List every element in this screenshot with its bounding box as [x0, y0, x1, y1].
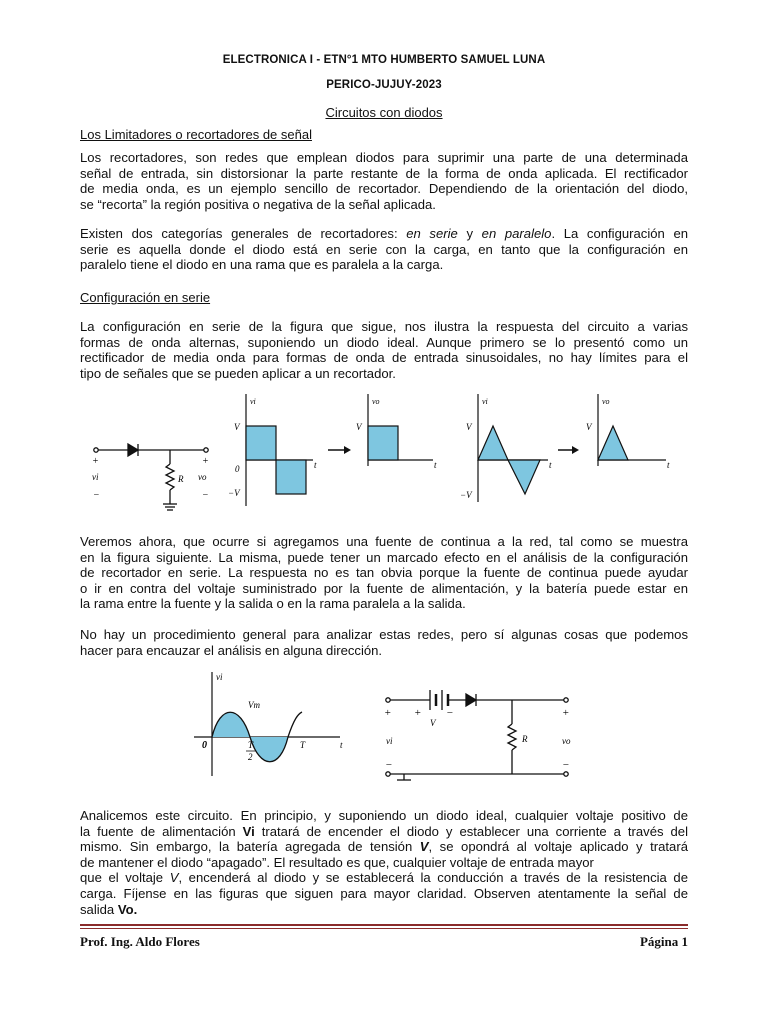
label-vo: vo: [198, 472, 207, 482]
text-run-bold-italic: V: [419, 839, 429, 855]
text-run: mismo. Sin embargo, la batería agregada de tensión: [80, 839, 420, 855]
text-line: o ir en contra del voltaje suministrado por la fuente de alimentación, y la batería puede estar en: [80, 580, 688, 596]
level-negV: −V: [228, 488, 240, 498]
level-V: V: [586, 422, 592, 432]
axis-label-vi: vi: [250, 397, 256, 406]
level-V: V: [356, 422, 362, 432]
text-line: en la figura siguiente. La misma, puede tener un marcado efecto en el análisis de la configuración: [80, 549, 688, 565]
text-line: Veremos ahora, que ocurre si agregamos una fuente de continua a la red, tal como se muestra: [80, 534, 688, 549]
text-line: La configuración en serie de la figura que sigue, nos ilustra la respuesta del circuito a varias: [80, 319, 688, 334]
text-line: [80, 226, 688, 242]
text-line: se “recorta” la región positiva o negativa de la señal aplicada.: [80, 196, 436, 212]
text-run: que el voltaje: [80, 870, 170, 886]
footer-divider: [80, 924, 688, 926]
level-V: V: [466, 422, 472, 432]
label-T-half-num: T: [248, 740, 254, 750]
text-line: de mantener el diodo “apagado”. El resultado es que, cualquier voltaje de entrada mayor: [80, 854, 594, 870]
label-plus: +: [202, 456, 209, 467]
paragraph-configuracion-serie: [80, 319, 688, 381]
footer-divider: [80, 928, 688, 929]
text-line: rectificador de media onda para formas de onda de entrada sinusoidales, no hay límites para el: [80, 350, 688, 366]
axis-t: t: [434, 460, 437, 470]
paragraph-procedimiento: [80, 627, 688, 658]
text-line: [80, 824, 688, 840]
label-minus: −: [202, 490, 209, 501]
text-line: [80, 902, 688, 918]
text-line: carga. Fíjense en las figuras que siguen para mayor claridad. Observen atentamente la señal de: [80, 885, 688, 901]
figure-series-clipper: [88, 392, 678, 520]
label-plus: +: [562, 707, 570, 719]
text-line: hacer para encauzar el análisis en alguna dirección.: [80, 642, 383, 658]
paragraph-analisis: [80, 808, 688, 917]
label-plus: +: [414, 707, 422, 719]
arrow-icon: [558, 446, 579, 454]
label-V: V: [430, 718, 436, 728]
text-line: [80, 839, 688, 855]
text-run: . La configuración en: [551, 226, 689, 241]
text-line: de recortador en serie. La respuesta no es tan obvia porque la fuente de continua puede ayudar: [80, 565, 688, 581]
axis-label-vo: vo: [372, 397, 380, 406]
label-vi: vi: [92, 472, 99, 482]
text-line: Los recortadores, son redes que emplean diodos para suprimir una parte de una determinada: [80, 150, 688, 165]
text-run: Existen dos categorías generales de recortadores:: [80, 226, 407, 241]
triangle-input-waveform: [478, 394, 548, 502]
sine-waveform: [194, 672, 340, 776]
header-line-2: PERICO-JUJUY-2023: [326, 79, 442, 91]
axis-label-vi: vi: [482, 397, 488, 406]
text-line: la rama entre la fuente y la salida o en la rama paralela a la salida.: [80, 596, 466, 612]
paragraph-recortadores: [80, 150, 688, 212]
origin-0: 0: [235, 464, 240, 474]
text-line: tipo de señales que se pueden aplicar a un recortador.: [80, 365, 396, 381]
text-run: tratará de encender el diodo y establecer una corriente a través del: [254, 823, 688, 839]
text-run: , se opondrá al voltaje aplicado y tratará: [428, 839, 688, 855]
header-line-1: ELECTRONICA I - ETN°1 MTO HUMBERTO SAMUEL LUNA: [222, 54, 546, 66]
footer-author: Prof. Ing. Aldo Flores: [80, 934, 200, 949]
axis-t: t: [314, 460, 317, 470]
text-line: [80, 870, 688, 886]
axis-t: t: [340, 740, 343, 750]
figure-clipper-with-battery: [190, 664, 590, 782]
axis-t: t: [667, 460, 670, 470]
label-plus: +: [92, 456, 99, 467]
paragraph-fuente-continua: [80, 534, 688, 612]
label-minus: −: [93, 490, 100, 501]
label-T-half-den: 2: [248, 752, 253, 762]
text-run: y: [457, 226, 482, 241]
text-run: , encenderá al diodo y se establecerá la conducción a través de la resistencia de: [178, 870, 688, 886]
circuit-diagram: [94, 444, 208, 510]
arrow-icon: [328, 446, 351, 454]
label-vi: vi: [386, 736, 393, 746]
text-line: de media onda, es un ejemplo sencillo de recortador. Dependiendo de la orientación del diodo,: [80, 181, 688, 197]
axis-label-vi: vi: [216, 672, 223, 682]
text-line: No hay un procedimiento general para analizar estas redes, pero sí algunas cosas que podemos: [80, 627, 688, 642]
level-negV: −V: [460, 490, 472, 500]
level-V: V: [234, 422, 240, 432]
text-run: la fuente de alimentación: [80, 823, 243, 839]
text-run-italic: en serie: [406, 226, 458, 241]
text-run-italic: en paralelo: [481, 226, 552, 241]
section-heading-serie: Configuración en serie: [80, 290, 211, 305]
label-R: R: [178, 474, 184, 484]
text-line: paralelo tiene el diodo en una rama que es paralela a la carga.: [80, 257, 444, 273]
label-minus: −: [385, 759, 393, 771]
axis-t: t: [549, 460, 552, 470]
page-title: Circuitos con diodos: [325, 105, 443, 120]
paragraph-categorias: [80, 226, 688, 273]
text-line: señal de entrada, sin distorsionar la parte restante de la forma de onda aplicada. El rectificador: [80, 165, 688, 181]
text-line: serie es aquella donde el diodo está en serie con la carga, en tanto que la configuración en: [80, 241, 688, 257]
label-T: T: [300, 740, 306, 750]
origin-0: 0: [202, 740, 207, 751]
text-run: salida: [80, 901, 118, 917]
text-line: Analicemos este circuito. En principio, y suponiendo un diodo ideal, cualquier voltaje positivo de: [80, 808, 688, 823]
label-plus: +: [384, 707, 392, 719]
label-minus: −: [446, 707, 454, 719]
text-run-italic: V: [169, 870, 179, 886]
axis-label-vo: vo: [602, 397, 610, 406]
section-heading-limitadores: Los Limitadores o recortadores de señal: [80, 127, 312, 142]
text-run-bold: Vo.: [117, 901, 138, 917]
footer-page-number: Página 1: [639, 934, 688, 949]
text-run-bold: Vi: [242, 823, 255, 839]
text-line: formas de onda alternas, suponiendo un diodo ideal. Aunque primero se lo presentó como un: [80, 334, 688, 350]
label-vo: vo: [562, 736, 571, 746]
circuit-with-battery: [386, 690, 568, 780]
label-R: R: [522, 734, 528, 744]
label-Vm: Vm: [248, 700, 260, 710]
label-minus: −: [562, 759, 570, 771]
square-input-waveform: [246, 394, 313, 506]
